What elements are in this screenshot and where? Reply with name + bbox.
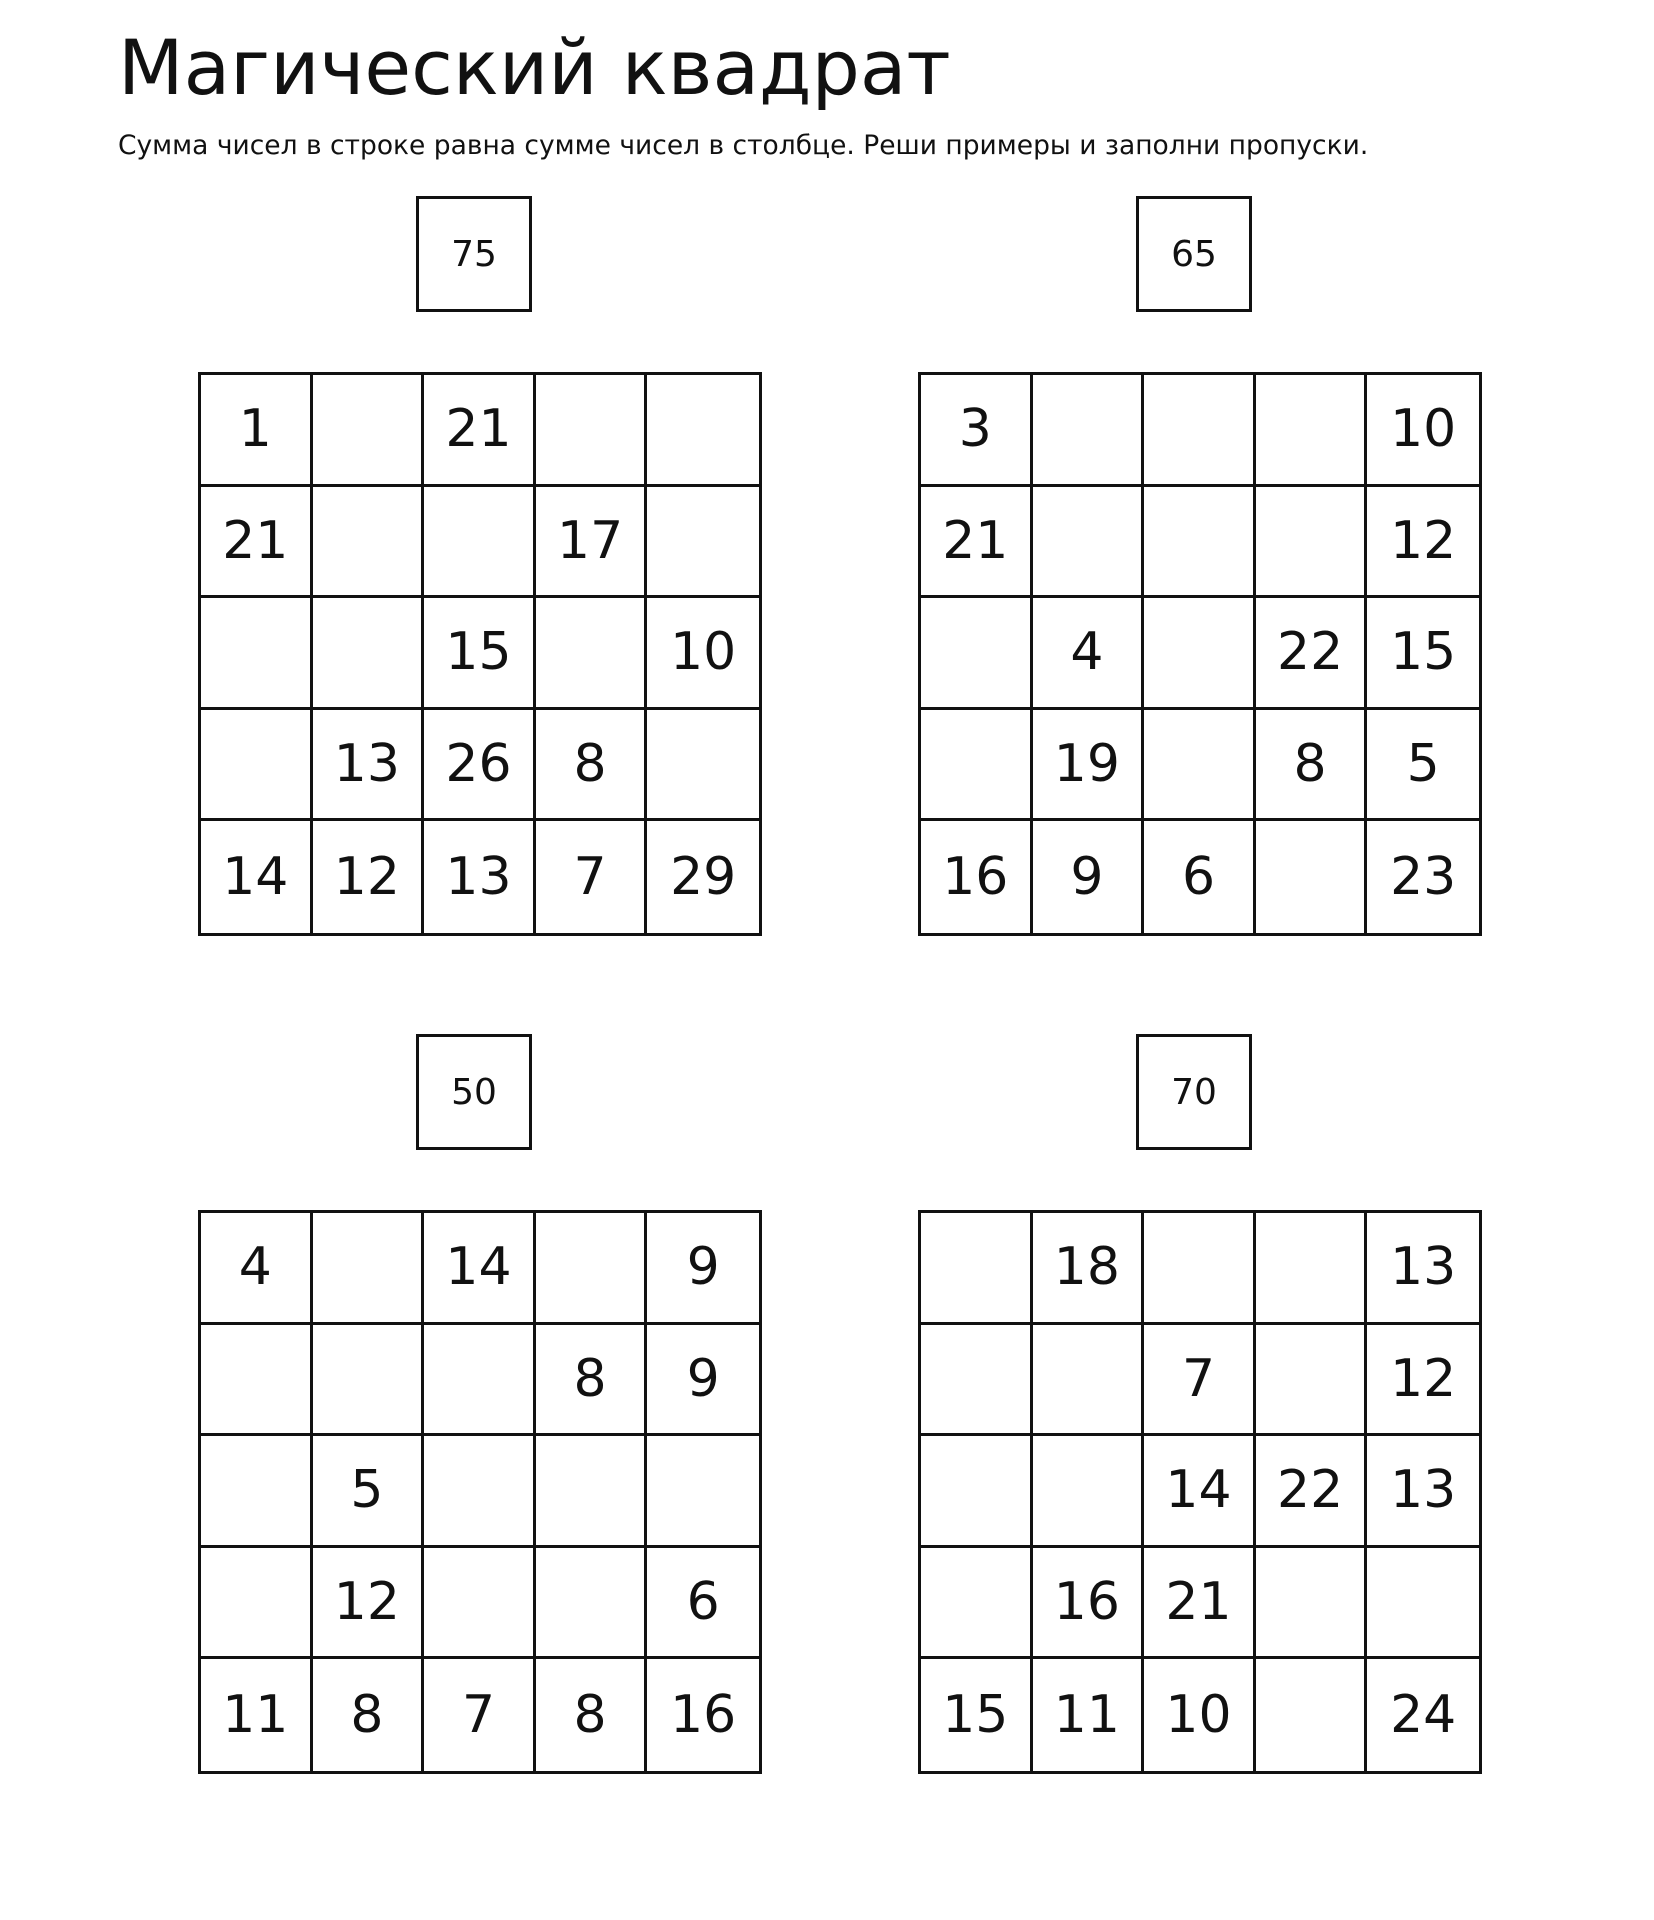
- number-cell: 15: [921, 1659, 1033, 1771]
- number-cell: 19: [1033, 710, 1145, 822]
- empty-cell[interactable]: [1144, 487, 1256, 599]
- empty-cell[interactable]: [1033, 1436, 1145, 1548]
- number-cell: 7: [424, 1659, 536, 1771]
- empty-cell[interactable]: [536, 598, 648, 710]
- number-cell: 18: [1033, 1213, 1145, 1325]
- empty-cell[interactable]: [647, 710, 759, 822]
- number-cell: 16: [921, 821, 1033, 933]
- empty-cell[interactable]: [424, 1325, 536, 1437]
- target-sum-box: 70: [1136, 1034, 1252, 1150]
- empty-cell[interactable]: [647, 487, 759, 599]
- empty-cell[interactable]: [1256, 821, 1368, 933]
- number-cell: 21: [201, 487, 313, 599]
- number-cell: 21: [921, 487, 1033, 599]
- number-cell: 13: [424, 821, 536, 933]
- number-cell: 16: [670, 1685, 737, 1746]
- empty-cell[interactable]: [536, 1213, 648, 1325]
- magic-square-grid: [918, 1210, 1482, 1774]
- empty-cell[interactable]: [536, 1548, 648, 1660]
- number-cell: 17: [536, 487, 648, 599]
- number-cell: 4: [201, 1213, 313, 1325]
- empty-cell[interactable]: [201, 1436, 313, 1548]
- number-cell: 5: [1367, 710, 1479, 822]
- magic-square-puzzle: [918, 196, 1482, 944]
- number-cell: 1: [201, 375, 313, 487]
- number-cell: 10: [647, 598, 759, 710]
- target-sum-box: 65: [1136, 196, 1252, 312]
- empty-cell[interactable]: [201, 1325, 313, 1437]
- empty-cell[interactable]: [1144, 375, 1256, 487]
- empty-cell[interactable]: [313, 375, 425, 487]
- empty-cell[interactable]: [647, 375, 759, 487]
- empty-cell[interactable]: [1144, 1213, 1256, 1325]
- empty-cell[interactable]: [1144, 710, 1256, 822]
- number-cell: 14: [1144, 1436, 1256, 1548]
- empty-cell[interactable]: [313, 1325, 425, 1437]
- instruction-text: Сумма чисел в строке равна сумме чисел в столбце. Реши примеры и заполни пропуски.: [118, 130, 1369, 161]
- empty-cell[interactable]: [201, 1548, 313, 1660]
- number-cell: 12: [1367, 487, 1479, 599]
- empty-cell[interactable]: [921, 1325, 1033, 1437]
- number-cell: 14: [424, 1213, 536, 1325]
- number-cell: 8: [536, 710, 648, 822]
- number-cell: 12: [313, 821, 425, 933]
- empty-cell[interactable]: [1033, 1325, 1145, 1437]
- empty-cell[interactable]: [921, 710, 1033, 822]
- number-cell: 22: [1256, 1436, 1368, 1548]
- empty-cell[interactable]: [1256, 1659, 1368, 1771]
- number-cell: 16: [1033, 1548, 1145, 1660]
- number-cell: 23: [1390, 847, 1457, 908]
- empty-cell[interactable]: [921, 1436, 1033, 1548]
- number-cell: 24: [1390, 1685, 1457, 1746]
- number-cell: 8: [1256, 710, 1368, 822]
- number-cell: 13: [1367, 1436, 1479, 1548]
- number-cell: 10: [1367, 375, 1479, 487]
- empty-cell[interactable]: [201, 710, 313, 822]
- magic-square-grid: [918, 372, 1482, 936]
- empty-cell[interactable]: [424, 487, 536, 599]
- number-cell: 13: [1367, 1213, 1479, 1325]
- number-cell: 8: [313, 1659, 425, 1771]
- number-cell: 7: [536, 821, 648, 933]
- number-cell: 3: [921, 375, 1033, 487]
- empty-cell[interactable]: [424, 1436, 536, 1548]
- number-cell: 22: [1256, 598, 1368, 710]
- number-cell: 6: [647, 1548, 759, 1660]
- empty-cell[interactable]: [1144, 598, 1256, 710]
- number-cell: 13: [313, 710, 425, 822]
- number-cell: 21: [1144, 1548, 1256, 1660]
- empty-cell[interactable]: [313, 487, 425, 599]
- number-cell: 15: [1367, 598, 1479, 710]
- number-cell: 8: [536, 1659, 648, 1771]
- empty-cell[interactable]: [1256, 1213, 1368, 1325]
- empty-cell[interactable]: [536, 1436, 648, 1548]
- empty-cell[interactable]: [1367, 1548, 1479, 1660]
- empty-cell[interactable]: [424, 1548, 536, 1660]
- empty-cell[interactable]: [201, 598, 313, 710]
- number-cell: 9: [647, 1325, 759, 1437]
- number-cell: 9: [1033, 821, 1145, 933]
- number-cell: 9: [647, 1213, 759, 1325]
- empty-cell[interactable]: [536, 375, 648, 487]
- empty-cell[interactable]: [313, 1213, 425, 1325]
- number-cell: 4: [1033, 598, 1145, 710]
- number-cell: 10: [1144, 1659, 1256, 1771]
- empty-cell[interactable]: [1256, 1548, 1368, 1660]
- empty-cell[interactable]: [921, 598, 1033, 710]
- empty-cell[interactable]: [1256, 1325, 1368, 1437]
- magic-square-grid: [198, 1210, 762, 1774]
- number-cell: 11: [1033, 1659, 1145, 1771]
- number-cell: 14: [201, 821, 313, 933]
- number-cell: 12: [313, 1548, 425, 1660]
- number-cell: 8: [536, 1325, 648, 1437]
- number-cell: 21: [424, 375, 536, 487]
- number-cell: 11: [201, 1659, 313, 1771]
- page-title: Магический квадрат: [118, 23, 951, 112]
- magic-square-puzzle: [198, 196, 762, 944]
- number-cell: 7: [1144, 1325, 1256, 1437]
- empty-cell[interactable]: [1033, 375, 1145, 487]
- empty-cell[interactable]: [1256, 375, 1368, 487]
- magic-square-puzzle: [918, 1034, 1482, 1782]
- target-sum-box: 75: [416, 196, 532, 312]
- magic-square-puzzle: [198, 1034, 762, 1782]
- empty-cell[interactable]: [647, 1436, 759, 1548]
- magic-square-grid: [198, 372, 762, 936]
- empty-cell[interactable]: [921, 1213, 1033, 1325]
- target-sum-box: 50: [416, 1034, 532, 1150]
- number-cell: 12: [1367, 1325, 1479, 1437]
- number-cell: 26: [424, 710, 536, 822]
- empty-cell[interactable]: [921, 1548, 1033, 1660]
- number-cell: 15: [424, 598, 536, 710]
- number-cell: 5: [313, 1436, 425, 1548]
- empty-cell[interactable]: [313, 598, 425, 710]
- empty-cell[interactable]: [1033, 487, 1145, 599]
- number-cell: 6: [1144, 821, 1256, 933]
- number-cell: 29: [670, 847, 737, 908]
- empty-cell[interactable]: [1256, 487, 1368, 599]
